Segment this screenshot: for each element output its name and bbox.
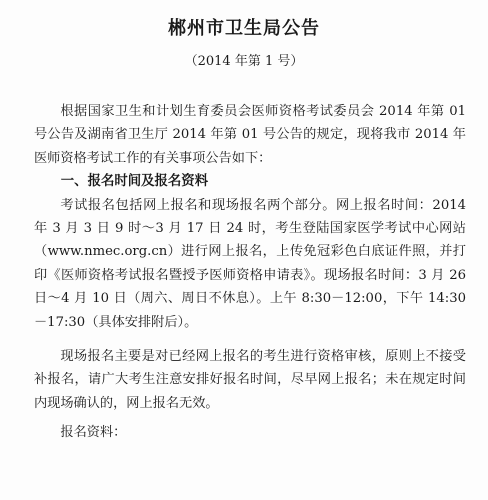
intro-paragraph: 根据国家卫生和计划生育委员会医师资格考试委员会 2014 年第 01 号公告及湖南省卫生厅 2014 年第 01 号公告的规定，现将我市 2014 年医师资格考试工作的有关事项公告如下： bbox=[34, 104, 466, 166]
section-heading: 一、报名时间及报名资料 bbox=[60, 174, 209, 190]
materials-label: 报名资料： bbox=[60, 425, 127, 441]
document-number: （2014 年第 1 号） bbox=[184, 54, 304, 69]
onsite-paragraph: 现场报名主要是对已经网上报名的考生进行资格审核，原则上不接受补报名，请广大考生注意安排好报名时间，尽早网上报名；未在规定时间内现场确认的，网上报名无效。 bbox=[34, 349, 466, 411]
document-title: 郴州市卫生局公告 bbox=[168, 18, 320, 39]
registration-paragraph: 考试报名包括网上报名和现场报名两个部分。网上报名时间：2014 年 3 月 3 日 9 时～3 月 17 日 24 时，考生登陆国家医学考试中心网站（www.nmec.org.cn）进行网上报名，上传免冠彩色白底证件照，并打印《医师资格考试报名暨授予医师资格申请表》。现场报名时间：3 月 26 日～4 月 10 日（周六、周日不休息）。上午 8:30－12:00，下午 14:30－17:30（具体安排附后）。 bbox=[34, 197, 466, 330]
document-body bbox=[34, 100, 466, 445]
